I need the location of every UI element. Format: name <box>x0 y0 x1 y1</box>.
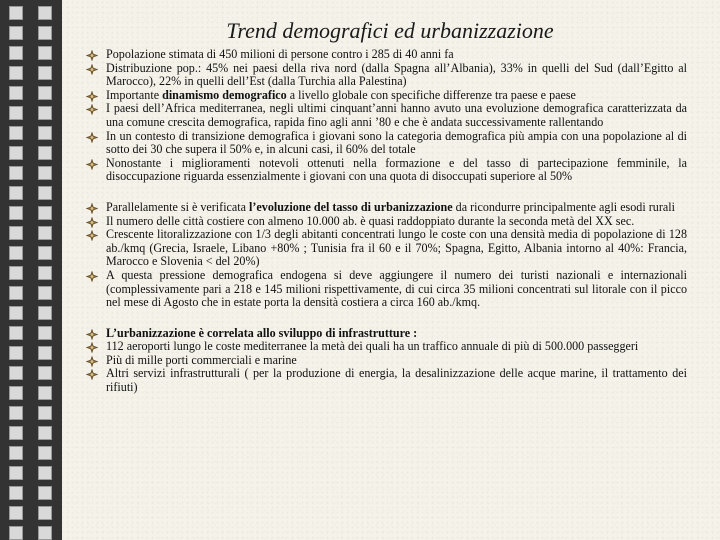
bullet-text-bold: L’urbanizzazione è correlata allo sviluppo di infrastrutture : <box>106 325 418 340</box>
bullet-text-run: I paesi dell’Africa mediterranea, negli ultimi cinquant’anni hanno avuto una evoluzione demografica caratterizzata da una comune crescita demografica, rapida fino agli anni ’80 e che è andata successivamente rallentando <box>106 101 687 129</box>
bullet-text-run: Popolazione stimata di 450 milioni di persone contro i 285 di 40 anni fa <box>106 47 454 61</box>
bullet-item <box>82 201 687 215</box>
binding-tile <box>38 366 52 380</box>
binding-tile <box>38 466 52 480</box>
binding-tile <box>38 226 52 240</box>
bullet-list <box>82 48 687 395</box>
bullet-text-run: In un contesto di transizione demografica i giovani sono la categoria demografica più ampia con una popolazione al di sotto dei 30 che supera il 50% e, in alcuni casi, il 60% del totale <box>106 128 687 157</box>
bullet-item <box>82 102 687 129</box>
binding-tile <box>38 506 52 520</box>
binding-tile <box>9 486 23 500</box>
fleur-bullet-icon <box>82 130 106 143</box>
binding-tile <box>38 6 52 20</box>
bullet-text <box>106 327 687 341</box>
bullet-item <box>82 367 687 394</box>
bullet-text <box>106 130 687 157</box>
binding-tile <box>38 146 52 160</box>
bullet-text-run: Importante <box>106 87 163 102</box>
binding-tile <box>9 306 23 320</box>
binding-tile <box>9 146 23 160</box>
bullet-text-run: Crescente litoralizzazione con 1/3 degli abitanti concentrati lungo le coste con una densità media di popolazione di 128 ab./kmq (Grecia, Israele, Libano +80% ; Tunisia fra il 60 e il 70%; Spagna, Egitto, Albania intorno al 40%: Francia, Marocco e Slovenia < del 20%) <box>106 227 687 269</box>
binding-tile <box>38 446 52 460</box>
bullet-item <box>82 354 687 368</box>
binding-tile <box>38 26 52 40</box>
binding-tile <box>38 406 52 420</box>
binding-tile <box>9 266 23 280</box>
bullet-item <box>82 130 687 157</box>
binding-tile <box>38 166 52 180</box>
binding-tile <box>38 486 52 500</box>
binding-tile <box>9 226 23 240</box>
binding-tile <box>9 246 23 260</box>
binding-tile <box>38 186 52 200</box>
binding-tile <box>38 286 52 300</box>
binding-tile <box>9 326 23 340</box>
bullet-text <box>106 89 687 103</box>
fleur-bullet-icon <box>82 89 106 102</box>
fleur-bullet-icon <box>82 215 106 228</box>
bullet-text <box>106 102 687 129</box>
fleur-bullet-icon <box>82 48 106 61</box>
binding-tile <box>9 466 23 480</box>
binding-tile <box>38 386 52 400</box>
bullet-text-bold: dinamismo demografico <box>162 87 287 102</box>
bullet-text <box>106 215 687 229</box>
binding-tile <box>9 86 23 100</box>
binding-tile <box>9 46 23 60</box>
binding-tile <box>9 526 23 540</box>
binding-tile <box>38 346 52 360</box>
binding-tile <box>9 506 23 520</box>
fleur-bullet-icon <box>82 102 106 115</box>
binding-tile <box>38 126 52 140</box>
bullet-text <box>106 367 687 394</box>
bullet-item <box>82 228 687 269</box>
binding-tile <box>38 66 52 80</box>
binding-tile <box>38 246 52 260</box>
bullet-text-run: Nonostante i miglioramenti notevoli ottenuti nella formazione e del tasso di partecipazione femminile, la disoccupazione riguarda essenzialmente i giovani con una quota di disoccupati superiore al 50% <box>106 155 687 184</box>
binding-tile <box>9 386 23 400</box>
bullet-text <box>106 354 687 368</box>
bullet-text-run: Più di mille porti commerciali e marine <box>106 352 297 367</box>
binding-tile <box>9 426 23 440</box>
fleur-bullet-icon <box>82 269 106 282</box>
binding-tile <box>9 406 23 420</box>
fleur-bullet-icon <box>82 340 106 353</box>
binding-tile <box>9 446 23 460</box>
bullet-text <box>106 48 687 62</box>
bullet-text-run: Parallelamente si è verificata <box>106 199 250 214</box>
bullet-text <box>106 157 687 184</box>
binding-tile <box>9 26 23 40</box>
bullet-text-run: a livello globale con specifiche differenze tra paese e paese <box>286 87 576 102</box>
binding-tile <box>38 86 52 100</box>
binding-tile <box>38 306 52 320</box>
bullet-item <box>82 340 687 354</box>
binding-tile <box>9 346 23 360</box>
binding-tile <box>9 186 23 200</box>
bullet-text-run: Altri servizi infrastrutturali ( per la produzione di energia, la desalinizzazione delle acque marine, il trattamento dei rifiuti) <box>106 366 687 395</box>
bullet-text-run: da ricondurre principalmente agli esodi rurali <box>452 199 675 214</box>
binding-tile <box>9 106 23 120</box>
fleur-bullet-icon <box>82 327 106 340</box>
bullet-text-run: Distribuzione pop.: 45% nei paesi della riva nord (dalla Spagna all’Albania), 33% in quelli del Sud (dall’Egitto al Marocco), 22% in quelli dell’Est (dalla Turchia alla Palestina) <box>106 60 687 89</box>
notebook-binding-strip <box>0 0 62 540</box>
binding-tile <box>38 326 52 340</box>
bullet-text <box>106 201 687 215</box>
bullet-text <box>106 269 687 310</box>
bullet-text-run: 112 aeroporti lungo le coste mediterranee la metà dei quali ha un traffico annuale di più di 500.000 passeggeri <box>106 339 639 354</box>
bullet-text <box>106 340 687 354</box>
binding-tile <box>9 6 23 20</box>
group-spacer <box>82 184 687 201</box>
bullet-item <box>82 89 687 103</box>
binding-tile <box>38 266 52 280</box>
binding-tile <box>38 526 52 540</box>
fleur-bullet-icon <box>82 157 106 170</box>
bullet-text <box>106 228 687 269</box>
binding-tile <box>38 106 52 120</box>
fleur-bullet-icon <box>82 228 106 241</box>
bullet-item <box>82 327 687 341</box>
binding-tile <box>38 426 52 440</box>
binding-tile <box>9 166 23 180</box>
binding-tile <box>9 366 23 380</box>
bullet-text-bold: l’evoluzione del tasso di urbanizzazione <box>249 199 453 214</box>
group-spacer <box>82 310 687 327</box>
binding-tile <box>9 286 23 300</box>
fleur-bullet-icon <box>82 354 106 367</box>
binding-tile <box>9 66 23 80</box>
binding-tile <box>9 126 23 140</box>
fleur-bullet-icon <box>82 201 106 214</box>
bullet-item <box>82 215 687 229</box>
bullet-text-run: A questa pressione demografica endogena si deve aggiungere il numero dei turisti nazionali e internazionali (complessivamente pari a 218 e 145 milioni rispettivamente, di cui circa 35 milioni concentrati sul litorale con il picco nel mese di Agosto che in estate porta la densità costiera a circa 160 ab./kmq. <box>106 267 687 310</box>
bullet-text-run: Il numero delle città costiere con almeno 10.000 ab. è quasi raddoppiato durante la seconda metà del XX sec. <box>106 213 635 228</box>
bullet-text <box>106 62 687 89</box>
binding-tile <box>38 206 52 220</box>
binding-tile <box>9 206 23 220</box>
bullet-item <box>82 269 687 310</box>
fleur-bullet-icon <box>82 367 106 380</box>
bullet-item <box>82 157 687 184</box>
slide-title: Trend demografici ed urbanizzazione <box>226 18 554 43</box>
binding-tile <box>38 46 52 60</box>
bullet-item <box>82 62 687 89</box>
bullet-item <box>82 48 687 62</box>
fleur-bullet-icon <box>82 62 106 75</box>
